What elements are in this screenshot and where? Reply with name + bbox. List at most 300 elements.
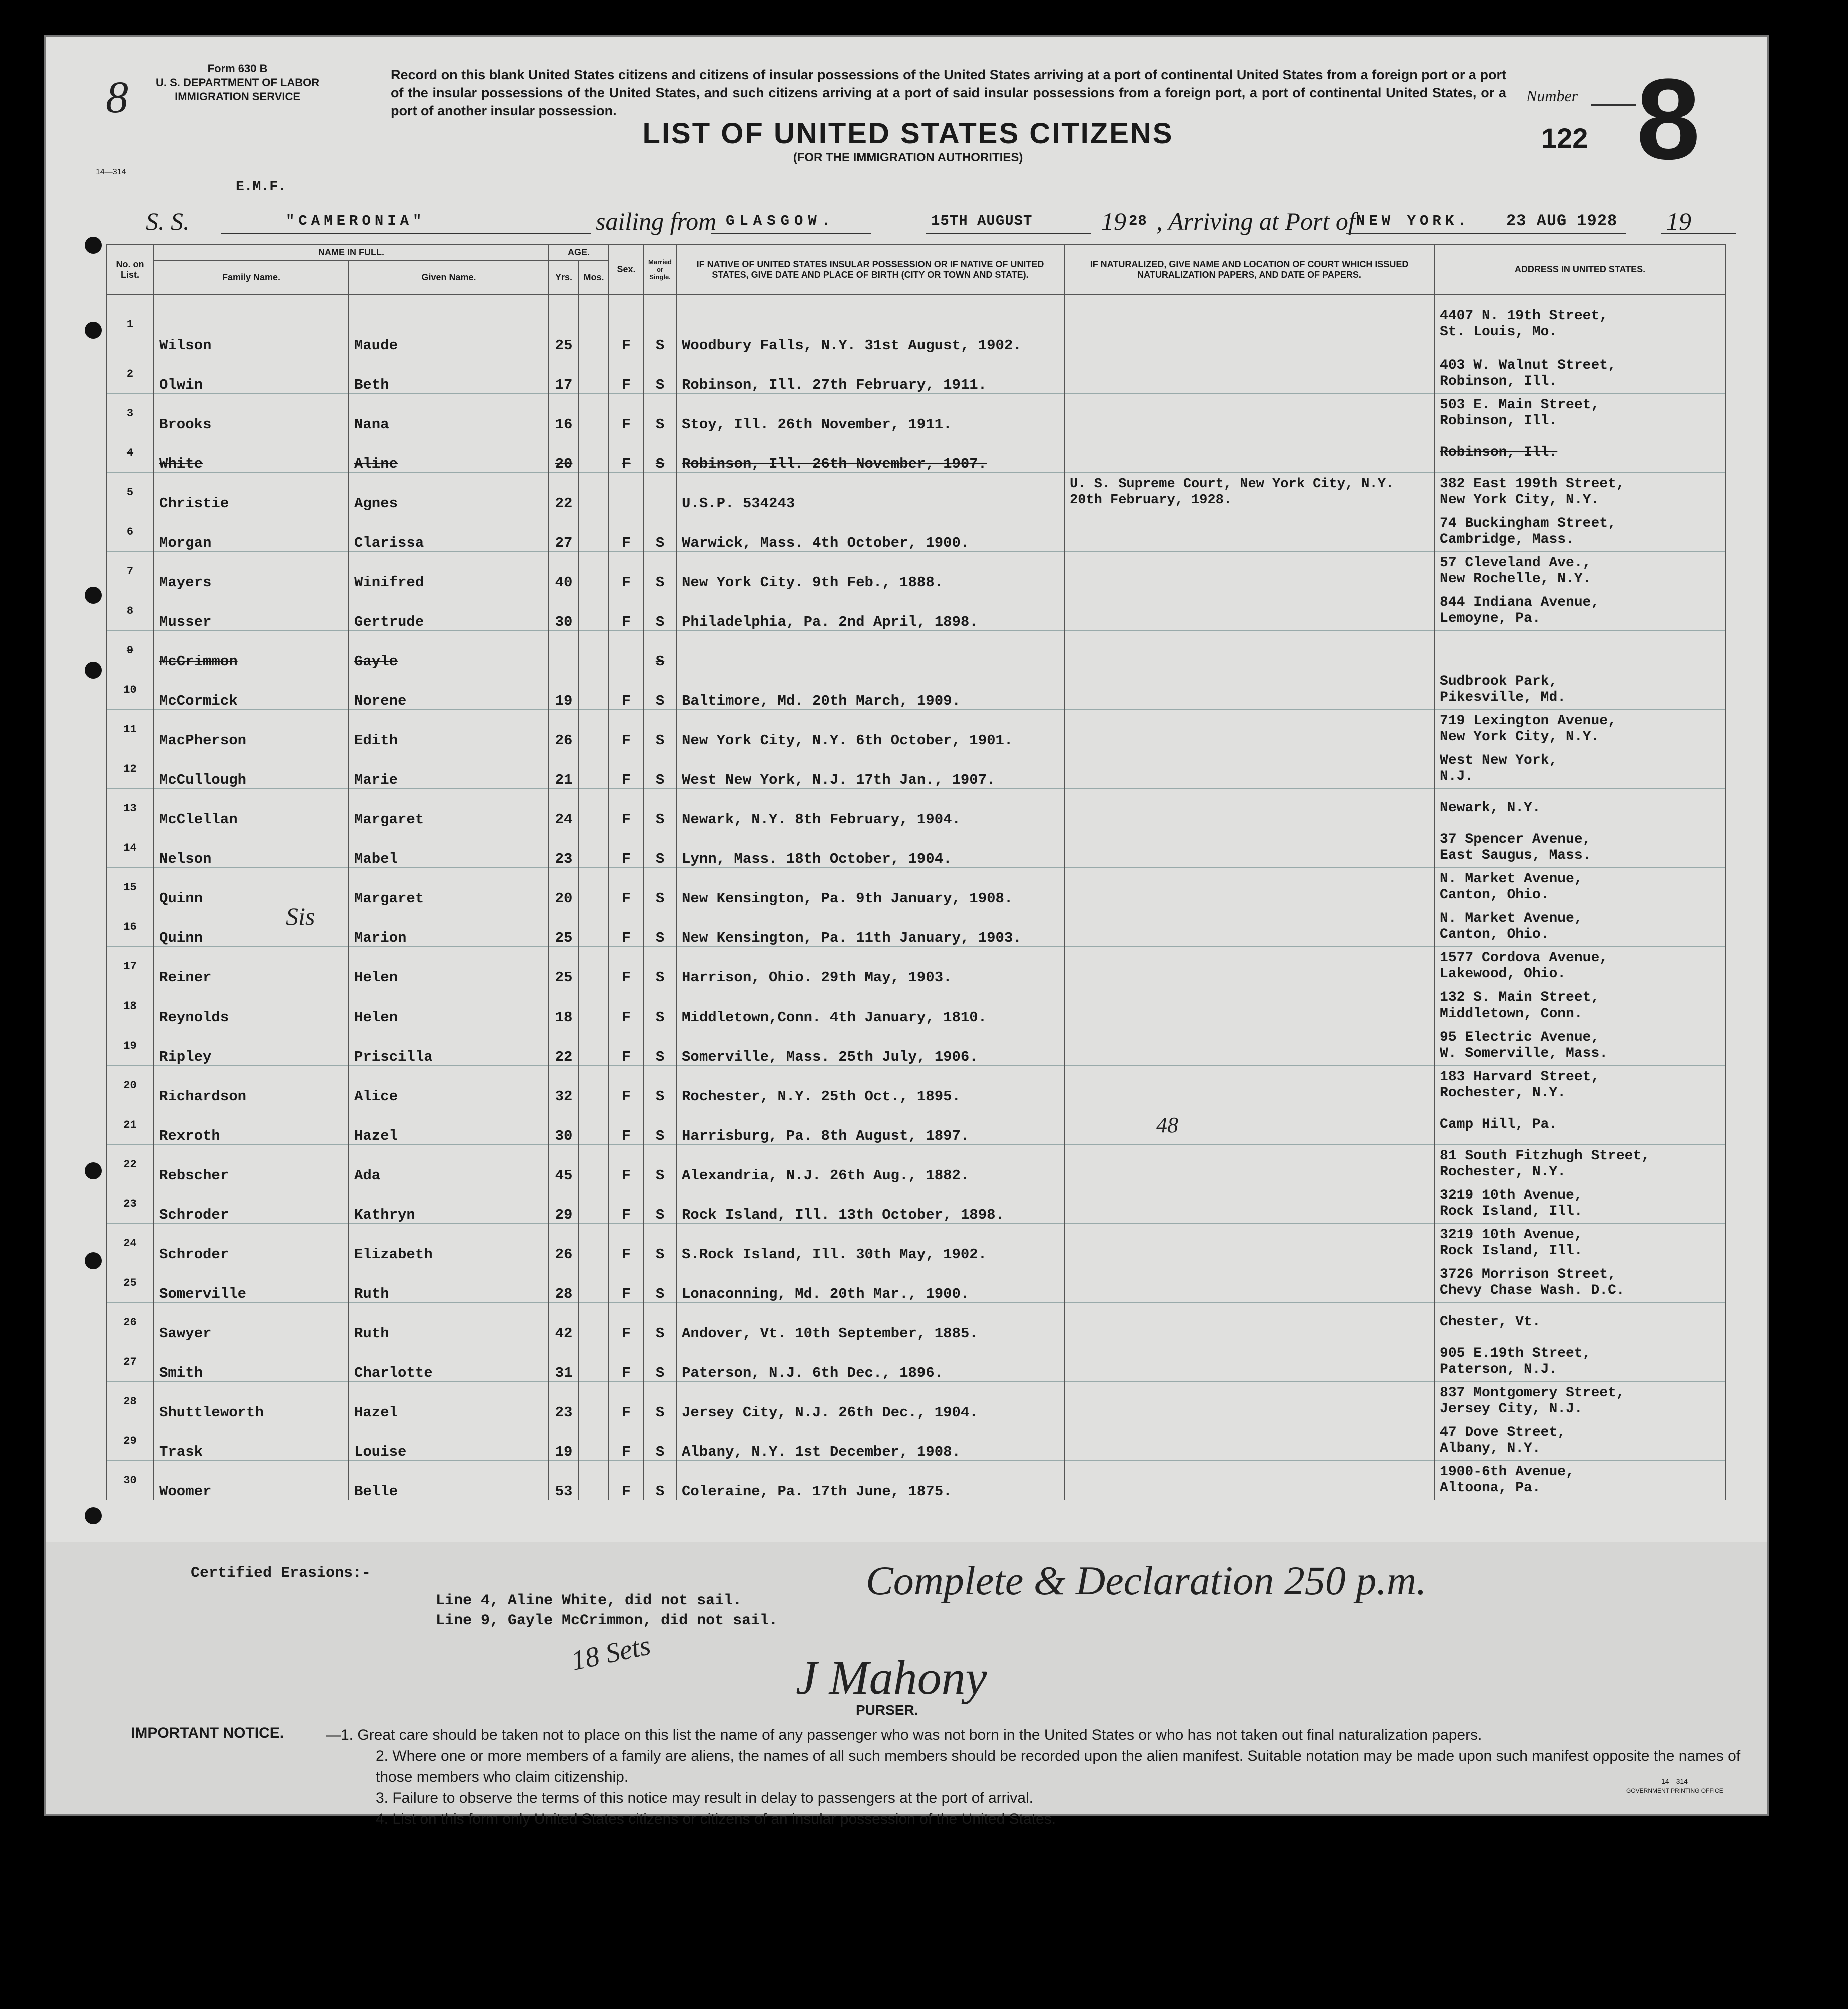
cell-birth: Alexandria, N.J. 26th Aug., 1882. bbox=[676, 1145, 1064, 1184]
cell-given: Margaret bbox=[349, 868, 549, 907]
cell-age: 53 bbox=[549, 1461, 579, 1500]
cell-nat bbox=[1064, 670, 1434, 710]
cell-mos bbox=[579, 1026, 609, 1066]
cell-address bbox=[1434, 1184, 1726, 1224]
cell-age: 20 bbox=[549, 868, 579, 907]
cell-given: Alice bbox=[349, 1066, 549, 1105]
cell-age bbox=[549, 631, 579, 670]
cell-birth: Rochester, N.Y. 25th Oct., 1895. bbox=[676, 1066, 1064, 1105]
notice-title: IMPORTANT NOTICE. bbox=[131, 1725, 284, 1741]
cell-address bbox=[1434, 512, 1726, 552]
address-line-1: West New York, bbox=[1440, 753, 1558, 768]
cell-birth: Rock Island, Ill. 13th October, 1898. bbox=[676, 1184, 1064, 1224]
cell-family: Trask bbox=[154, 1421, 349, 1461]
cell-nat bbox=[1064, 1461, 1434, 1500]
address-line-2: Robinson, Ill. bbox=[1440, 374, 1558, 389]
table-row bbox=[106, 1066, 1726, 1105]
cell-ms: S bbox=[644, 907, 676, 947]
cell-sex: F bbox=[609, 1145, 644, 1184]
ship-name: "CAMERONIA" bbox=[286, 213, 426, 229]
table-row bbox=[106, 591, 1726, 631]
cell-no: 19 bbox=[106, 1026, 154, 1066]
cell-ms bbox=[644, 473, 676, 512]
table-row bbox=[106, 907, 1726, 947]
table-row bbox=[106, 789, 1726, 828]
cell-no: 20 bbox=[106, 1066, 154, 1105]
cell-address bbox=[1434, 710, 1726, 749]
cell-mos bbox=[579, 670, 609, 710]
binder-hole bbox=[85, 587, 102, 604]
form-info bbox=[156, 62, 319, 104]
address-line-1: 3219 10th Avenue, bbox=[1440, 1188, 1583, 1203]
cell-given: Priscilla bbox=[349, 1026, 549, 1066]
cell-family: Woomer bbox=[154, 1461, 349, 1500]
cell-ms: S bbox=[644, 1145, 676, 1184]
cell-address bbox=[1434, 631, 1726, 670]
cell-ms: S bbox=[644, 1224, 676, 1263]
cell-sex: F bbox=[609, 1342, 644, 1382]
cell-no: 12 bbox=[106, 749, 154, 789]
cell-ms: S bbox=[644, 1184, 676, 1224]
cell-given: Louise bbox=[349, 1421, 549, 1461]
cell-given: Helen bbox=[349, 947, 549, 986]
cell-birth: New Kensington, Pa. 11th January, 1903. bbox=[676, 907, 1064, 947]
header-no: No. on List. bbox=[106, 245, 154, 294]
notice-item-3: 3. Failure to observe the terms of this notice may result in delay to passengers at the port of arrival. bbox=[376, 1790, 1033, 1806]
address-line-1: 57 Cleveland Ave., bbox=[1440, 555, 1591, 571]
cell-address bbox=[1434, 986, 1726, 1026]
address-line-2: Rock Island, Ill. bbox=[1440, 1243, 1583, 1259]
address-line-1: 719 Lexington Avenue, bbox=[1440, 713, 1616, 729]
cell-ms: S bbox=[644, 789, 676, 828]
cell-sex: F bbox=[609, 1263, 644, 1303]
cell-ms: S bbox=[644, 552, 676, 591]
cell-nat bbox=[1064, 394, 1434, 433]
year-underline bbox=[1661, 233, 1736, 234]
cell-nat bbox=[1064, 1342, 1434, 1382]
cell-family: Rebscher bbox=[154, 1145, 349, 1184]
cell-sex: F bbox=[609, 907, 644, 947]
cell-nat bbox=[1064, 828, 1434, 868]
cell-birth: S.Rock Island, Ill. 30th May, 1902. bbox=[676, 1224, 1064, 1263]
cell-sex: F bbox=[609, 1224, 644, 1263]
cell-mos bbox=[579, 473, 609, 512]
header-sex: Sex. bbox=[609, 245, 644, 294]
number-underline bbox=[1591, 104, 1636, 106]
cell-address bbox=[1434, 294, 1726, 354]
cell-nat bbox=[1064, 1184, 1434, 1224]
binder-hole bbox=[85, 662, 102, 679]
cell-address bbox=[1434, 1263, 1726, 1303]
cell-nat bbox=[1064, 749, 1434, 789]
cell-family: Nelson bbox=[154, 828, 349, 868]
address-line-2: Cambridge, Mass. bbox=[1440, 532, 1574, 547]
cell-mos bbox=[579, 789, 609, 828]
cell-no: 28 bbox=[106, 1382, 154, 1421]
cell-mos bbox=[579, 986, 609, 1026]
cell-mos bbox=[579, 631, 609, 670]
cell-ms: S bbox=[644, 394, 676, 433]
cell-ms: S bbox=[644, 1342, 676, 1382]
cell-age: 25 bbox=[549, 294, 579, 354]
address-line-1: Newark, N.Y. bbox=[1440, 800, 1541, 816]
cell-ms: S bbox=[644, 1263, 676, 1303]
cell-family: Musser bbox=[154, 591, 349, 631]
sailing-label: sailing from bbox=[596, 207, 717, 235]
notice-item-2: 2. Where one or more members of a family are aliens, the names of all such members should be recorded upon the alien manifest. Suitable notation may be made upon such manifest opposite the names of those members who claim citizenship. bbox=[376, 1748, 1741, 1785]
cell-address bbox=[1434, 907, 1726, 947]
cell-address bbox=[1434, 552, 1726, 591]
cell-no: 8 bbox=[106, 591, 154, 631]
cell-mos bbox=[579, 868, 609, 907]
address-line-1: 95 Electric Avenue, bbox=[1440, 1030, 1600, 1045]
cell-birth: Robinson, Ill. 26th November, 1907. bbox=[676, 433, 1064, 473]
cell-no: 3 bbox=[106, 394, 154, 433]
header-name-in-full: NAME IN FULL. bbox=[154, 245, 549, 260]
gpo-label: GOVERNMENT PRINTING OFFICE bbox=[1626, 1787, 1723, 1794]
cell-no: 5 bbox=[106, 473, 154, 512]
passenger-rows bbox=[106, 294, 1726, 1500]
cell-address bbox=[1434, 473, 1726, 512]
cell-sex: F bbox=[609, 749, 644, 789]
cell-family: Smith bbox=[154, 1342, 349, 1382]
cell-nat bbox=[1064, 986, 1434, 1026]
cell-ms: S bbox=[644, 512, 676, 552]
cell-family: Wilson bbox=[154, 294, 349, 354]
cell-birth: Newark, N.Y. 8th February, 1904. bbox=[676, 789, 1064, 828]
table-row bbox=[106, 1461, 1726, 1500]
cell-age: 19 bbox=[549, 670, 579, 710]
notice-item-1: —1. Great care should be taken not to place on this list the name of any passenger who was not born in the United States or who has not taken out final naturalization papers. bbox=[326, 1727, 1482, 1743]
address-line-2: New York City, N.Y. bbox=[1440, 729, 1600, 745]
cell-address bbox=[1434, 1421, 1726, 1461]
cell-family: Mayers bbox=[154, 552, 349, 591]
purser-label: PURSER. bbox=[856, 1702, 918, 1718]
cell-age: 30 bbox=[549, 1105, 579, 1145]
cell-given: Aline bbox=[349, 433, 549, 473]
cell-address bbox=[1434, 1105, 1726, 1145]
table-row bbox=[106, 1224, 1726, 1263]
binder-hole bbox=[85, 1252, 102, 1269]
cell-birth: Warwick, Mass. 4th October, 1900. bbox=[676, 512, 1064, 552]
cell-birth: Albany, N.Y. 1st December, 1908. bbox=[676, 1421, 1064, 1461]
address-line-2: New York City, N.Y. bbox=[1440, 492, 1600, 508]
cell-sex: F bbox=[609, 433, 644, 473]
port-to-underline bbox=[1346, 233, 1626, 234]
cell-age: 21 bbox=[549, 749, 579, 789]
cell-no: 21 bbox=[106, 1105, 154, 1145]
table-row bbox=[106, 552, 1726, 591]
cell-nat bbox=[1064, 1421, 1434, 1461]
cell-mos bbox=[579, 1382, 609, 1421]
address-line-1: 403 W. Walnut Street, bbox=[1440, 358, 1616, 373]
cell-ms: S bbox=[644, 1461, 676, 1500]
cell-sex bbox=[609, 473, 644, 512]
cell-birth: U.S.P. 534243 bbox=[676, 473, 1064, 512]
cell-given: Maude bbox=[349, 294, 549, 354]
cell-age: 25 bbox=[549, 907, 579, 947]
date-from-underline bbox=[926, 233, 1091, 234]
header-family-name: Family Name. bbox=[154, 260, 349, 294]
cell-age: 27 bbox=[549, 512, 579, 552]
number-label: Number bbox=[1526, 87, 1578, 105]
cell-given: Kathryn bbox=[349, 1184, 549, 1224]
cell-birth: New Kensington, Pa. 9th January, 1908. bbox=[676, 868, 1064, 907]
cell-given: Clarissa bbox=[349, 512, 549, 552]
year-prefix-2: 19 bbox=[1666, 207, 1691, 235]
emf-code: E.M.F. bbox=[236, 179, 286, 195]
cell-family: McCrimmon bbox=[154, 631, 349, 670]
address-line-1: 1577 Cordova Avenue, bbox=[1440, 950, 1608, 966]
port-to: NEW YORK. bbox=[1356, 213, 1471, 229]
cell-birth: Woodbury Falls, N.Y. 31st August, 1902. bbox=[676, 294, 1064, 354]
erasion-line-4: Line 4, Aline White, did not sail. bbox=[436, 1592, 742, 1609]
cell-age: 45 bbox=[549, 1145, 579, 1184]
address-line-2: Canton, Ohio. bbox=[1440, 887, 1549, 903]
cell-age: 16 bbox=[549, 394, 579, 433]
header-naturalized: IF NATURALIZED, GIVE NAME AND LOCATION OF COURT WHICH ISSUED NATURALIZATION PAPERS, AND DATE OF PAPERS. bbox=[1064, 245, 1434, 294]
cell-mos bbox=[579, 1342, 609, 1382]
cell-nat bbox=[1064, 907, 1434, 947]
form-code-bottom: 14—314 bbox=[1661, 1777, 1688, 1785]
cell-sex: F bbox=[609, 1303, 644, 1342]
cell-nat bbox=[1064, 789, 1434, 828]
address-line-1: 183 Harvard Street, bbox=[1440, 1069, 1600, 1085]
cell-birth: Robinson, Ill. 27th February, 1911. bbox=[676, 354, 1064, 394]
cell-given: Elizabeth bbox=[349, 1224, 549, 1263]
cell-address bbox=[1434, 1145, 1726, 1184]
cell-address bbox=[1434, 670, 1726, 710]
cell-birth bbox=[676, 631, 1064, 670]
erasions-title: Certified Erasions:- bbox=[191, 1565, 371, 1582]
cell-birth: Andover, Vt. 10th September, 1885. bbox=[676, 1303, 1064, 1342]
page-subtitle: (FOR THE IMMIGRATION AUTHORITIES) bbox=[793, 151, 1023, 164]
cell-age: 40 bbox=[549, 552, 579, 591]
cell-birth: Baltimore, Md. 20th March, 1909. bbox=[676, 670, 1064, 710]
cell-address bbox=[1434, 1303, 1726, 1342]
cell-family: Olwin bbox=[154, 354, 349, 394]
cell-age: 29 bbox=[549, 1184, 579, 1224]
table-row bbox=[106, 1026, 1726, 1066]
cell-birth: Lonaconning, Md. 20th Mar., 1900. bbox=[676, 1263, 1064, 1303]
cell-birth: Stoy, Ill. 26th November, 1911. bbox=[676, 394, 1064, 433]
table-row bbox=[106, 749, 1726, 789]
address-line-1: N. Market Avenue, bbox=[1440, 911, 1583, 926]
table-row bbox=[106, 710, 1726, 749]
cell-ms: S bbox=[644, 294, 676, 354]
cell-mos bbox=[579, 354, 609, 394]
sis-note: Sis bbox=[286, 902, 315, 930]
address-line-1: Sudbrook Park, bbox=[1440, 674, 1558, 689]
cell-no: 4 bbox=[106, 433, 154, 473]
cell-given: Winifred bbox=[349, 552, 549, 591]
department-name: U. S. DEPARTMENT OF LABOR bbox=[156, 76, 320, 89]
cell-mos bbox=[579, 433, 609, 473]
cell-address bbox=[1434, 433, 1726, 473]
cell-sex: F bbox=[609, 710, 644, 749]
address-line-1: N. Market Avenue, bbox=[1440, 871, 1583, 887]
address-line-2: St. Louis, Mo. bbox=[1440, 324, 1558, 340]
cell-family: Reynolds bbox=[154, 986, 349, 1026]
cell-no: 26 bbox=[106, 1303, 154, 1342]
cell-age: 20 bbox=[549, 433, 579, 473]
address-line-2: Lemoyne, Pa. bbox=[1440, 611, 1541, 626]
initials-note: 18 Sets bbox=[568, 1630, 653, 1677]
cell-age: 22 bbox=[549, 1026, 579, 1066]
cell-no: 17 bbox=[106, 947, 154, 986]
sheet-number: 8 bbox=[1636, 55, 1700, 183]
cell-age: 24 bbox=[549, 789, 579, 828]
page-title: LIST OF UNITED STATES CITIZENS bbox=[642, 117, 1174, 150]
header-age: AGE. bbox=[549, 245, 609, 260]
cell-address bbox=[1434, 1461, 1726, 1500]
cell-family: Rexroth bbox=[154, 1105, 349, 1145]
table-row bbox=[106, 1263, 1726, 1303]
cell-no: 13 bbox=[106, 789, 154, 828]
address-line-1: 844 Indiana Avenue, bbox=[1440, 595, 1600, 610]
port-from-underline bbox=[711, 233, 871, 234]
address-line-2: W. Somerville, Mass. bbox=[1440, 1046, 1608, 1061]
cell-given: Edith bbox=[349, 710, 549, 749]
cell-family: Schroder bbox=[154, 1184, 349, 1224]
cell-ms: S bbox=[644, 354, 676, 394]
cell-given: Helen bbox=[349, 986, 549, 1026]
address-line-2: Albany, N.Y. bbox=[1440, 1441, 1541, 1456]
cell-sex: F bbox=[609, 294, 644, 354]
count-note: 48 bbox=[1156, 1113, 1178, 1137]
address-line-2: Robinson, Ill. bbox=[1440, 413, 1558, 429]
cell-sex: F bbox=[609, 552, 644, 591]
ss-label: S. S. bbox=[146, 207, 190, 235]
cell-no: 16 bbox=[106, 907, 154, 947]
cell-no: 27 bbox=[106, 1342, 154, 1382]
header-mos: Mos. bbox=[579, 260, 609, 294]
cell-birth: New York City, N.Y. 6th October, 1901. bbox=[676, 710, 1064, 749]
year-prefix: 19 bbox=[1101, 207, 1126, 235]
cell-age: 25 bbox=[549, 947, 579, 986]
cell-birth: Coleraine, Pa. 17th June, 1875. bbox=[676, 1461, 1064, 1500]
cell-family: White bbox=[154, 433, 349, 473]
address-line-1: 3219 10th Avenue, bbox=[1440, 1227, 1583, 1243]
address-line-1: 3726 Morrison Street, bbox=[1440, 1267, 1616, 1282]
cell-address bbox=[1434, 947, 1726, 986]
cell-nat bbox=[1064, 631, 1434, 670]
cell-birth: New York City. 9th Feb., 1888. bbox=[676, 552, 1064, 591]
address-line-1: 905 E.19th Street, bbox=[1440, 1346, 1591, 1361]
cell-birth: Jersey City, N.J. 26th Dec., 1904. bbox=[676, 1382, 1064, 1421]
address-line-2: New Rochelle, N.Y. bbox=[1440, 571, 1591, 587]
cell-no: 24 bbox=[106, 1224, 154, 1263]
address-line-2: Rochester, N.Y. bbox=[1440, 1164, 1566, 1180]
cell-mos bbox=[579, 1461, 609, 1500]
cell-family: Shuttleworth bbox=[154, 1382, 349, 1421]
cell-sex: F bbox=[609, 789, 644, 828]
header-address: ADDRESS IN UNITED STATES. bbox=[1434, 245, 1726, 294]
year-suffix: 28 bbox=[1129, 213, 1147, 229]
cell-no: 14 bbox=[106, 828, 154, 868]
passenger-table bbox=[106, 244, 1726, 1500]
cell-given: Gertrude bbox=[349, 591, 549, 631]
cell-given: Norene bbox=[349, 670, 549, 710]
address-line-2: Rochester, N.Y. bbox=[1440, 1085, 1566, 1101]
address-line-1: 4407 N. 19th Street, bbox=[1440, 308, 1608, 324]
table-row bbox=[106, 828, 1726, 868]
address-line-1: 81 South Fitzhugh Street, bbox=[1440, 1148, 1650, 1164]
cell-sex: F bbox=[609, 394, 644, 433]
cell-mos bbox=[579, 947, 609, 986]
binder-hole bbox=[85, 1507, 102, 1524]
cell-given: Belle bbox=[349, 1461, 549, 1500]
table-row bbox=[106, 986, 1726, 1026]
cell-sex: F bbox=[609, 828, 644, 868]
cell-given: Ada bbox=[349, 1145, 549, 1184]
cell-ms: S bbox=[644, 1066, 676, 1105]
arriving-label: , Arriving at Port of bbox=[1156, 207, 1355, 235]
cell-mos bbox=[579, 394, 609, 433]
notice-item-4: 4. List on this form only United States citizens or citizens of an insular possession of the United States. bbox=[376, 1811, 1056, 1827]
form-number: Form 630 B bbox=[207, 62, 268, 75]
cell-ms: S bbox=[644, 1382, 676, 1421]
table-row bbox=[106, 433, 1726, 473]
cell-given: Mabel bbox=[349, 828, 549, 868]
cell-birth: Lynn, Mass. 18th October, 1904. bbox=[676, 828, 1064, 868]
address-line-2: Jersey City, N.J. bbox=[1440, 1401, 1583, 1417]
address-line-2: Paterson, N.J. bbox=[1440, 1362, 1558, 1377]
cell-birth: Harrison, Ohio. 29th May, 1903. bbox=[676, 947, 1064, 986]
cell-birth: Somerville, Mass. 25th July, 1906. bbox=[676, 1026, 1064, 1066]
cell-ms: S bbox=[644, 670, 676, 710]
cell-sex bbox=[609, 631, 644, 670]
cell-age: 26 bbox=[549, 710, 579, 749]
table-row bbox=[106, 868, 1726, 907]
cell-mos bbox=[579, 552, 609, 591]
address-line-2: Altoona, Pa. bbox=[1440, 1480, 1541, 1496]
cell-no: 6 bbox=[106, 512, 154, 552]
cell-mos bbox=[579, 1145, 609, 1184]
table-row bbox=[106, 670, 1726, 710]
form-code: 14—314 bbox=[96, 168, 126, 176]
cell-age: 42 bbox=[549, 1303, 579, 1342]
cell-family: McCullough bbox=[154, 749, 349, 789]
erasion-line-9: Line 9, Gayle McCrimmon, did not sail. bbox=[436, 1612, 778, 1629]
cell-age: 26 bbox=[549, 1224, 579, 1263]
cell-ms: S bbox=[644, 1421, 676, 1461]
cell-birth: Middletown,Conn. 4th January, 1810. bbox=[676, 986, 1064, 1026]
cell-mos bbox=[579, 749, 609, 789]
cell-family: Ripley bbox=[154, 1026, 349, 1066]
cell-no: 25 bbox=[106, 1263, 154, 1303]
cell-no: 23 bbox=[106, 1184, 154, 1224]
cell-nat: U. S. Supreme Court, New York City, N.Y. 20th February, 1928. bbox=[1064, 473, 1434, 512]
cell-nat bbox=[1064, 591, 1434, 631]
cell-family: Schroder bbox=[154, 1224, 349, 1263]
cell-family: McCormick bbox=[154, 670, 349, 710]
cell-sex: F bbox=[609, 1421, 644, 1461]
cell-no: 9 bbox=[106, 631, 154, 670]
cell-age: 32 bbox=[549, 1066, 579, 1105]
cell-nat bbox=[1064, 1145, 1434, 1184]
cell-sex: F bbox=[609, 1026, 644, 1066]
cell-mos bbox=[579, 1105, 609, 1145]
table-row bbox=[106, 1145, 1726, 1184]
cell-address bbox=[1434, 1342, 1726, 1382]
cell-age: 23 bbox=[549, 1382, 579, 1421]
cell-address bbox=[1434, 591, 1726, 631]
cell-mos bbox=[579, 294, 609, 354]
cell-family: Quinn bbox=[154, 907, 349, 947]
cell-given: Ruth bbox=[349, 1263, 549, 1303]
cell-mos bbox=[579, 1263, 609, 1303]
